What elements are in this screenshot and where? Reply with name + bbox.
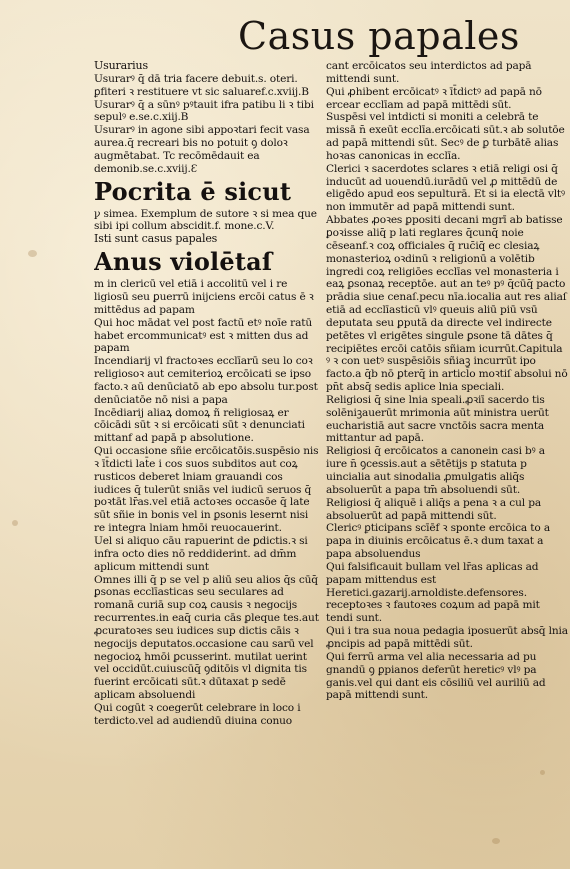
age-stain (28, 250, 37, 257)
section-heading: Pocrita ē sicut (94, 176, 292, 206)
paragraph: Qui occasione sñie ercōicatōis.suspēsio nis ꝛ īt̄dicti lat̄e i cos suos subditos aut coꝝ rusticos deberet lniam grauandi cos iudices q̄ tulerūt sniās vel iudicū seruos q̄ poꝛtāt lr̄as.vel etiā actoꝛes occasōe q̄ late sūt sñie in bonis vel in ꝑsonis lesernt nisi re integra lniam hmōi reuocauerint. (94, 445, 319, 535)
paragraph: Clerici ꝛ sacerdotes sclares ꝛ etiā religi osi q̄ inducūt ad uouendū.iurādū vel ꝓ mittēdū de eligēdo apud eos sepulturā. Et si ia electā vltꝰ non immutēr ad papā mittendi sunt. (326, 162, 565, 214)
left-text-column (94, 60, 322, 850)
paragraph: cant ercōicatos seu interdictos ad papā mittendi sunt. (326, 60, 532, 85)
paragraph: Abbates ꝓoꝛes ꝑpositi decani mgrī ab batisse ꝑoꝛisse aliq̄ p lati reglares q̄cunq̄ noie cēseanf.ꝛ coꝝ officiales q̄ ruc̄iq̄ ec clesiaꝝ monasterioꝝ oꝛdinū ꝛ religionū a volētib ingredi coꝝ religiōes ecclīas vel monasteria i eaꝝ ꝑsonaꝝ receptōe. aut an teꝰ pꝰ q̄cūq̄ pacto prādia siue cenaſ.pecu nīa.iocalia aut res aliaſ etiā ad ecclīasticū vlꝰ queuis aliū piū vsū deputata seu ꝑputā da directe vel indirecte petētes vl erigētes singule ꝑsone tā dātes q̄ recipiētes ercōi catōis sñiam icurrūt.Capitula ꝰ ꝛ con uetꝰ suspēsiōis sñiaꝫ incurrūt ipo facto.a q̄b nō ꝑterq̄ in articl̄o moꝛtiſ absolui nō pn̄t absq̄ sedis aplice lnia speciali. (326, 214, 568, 394)
paragraph: Qui falsificauit bullam vel lr̄as aplicas ad papam mittendus est (326, 560, 539, 586)
paragraph: Religiosi q̄ aliquē i aliq̄s a pena ꝛ a cul pa absoluerūt ad papā mittendi sūt. (326, 496, 541, 522)
paragraph: Usurarꝰ in agone sibi appoꝛtari fecit vasa aurea.q̄ recreari bis no potuit ꝯ doloꝛ augmētabat. Tc recōmēdauit ea demonib.se.c.xviij.Ɛ (94, 124, 310, 175)
paragraph: Qui i tra sua noua pedagia iposuerūt absq̄ lnia ꝓncipis ad papā mittēdi sūt. (326, 625, 568, 650)
paragraph: Heretici.gazarij.arnoldiste.defensores. receptoꝛes ꝛ fautoꝛes coꝝum ad papā mit tendi sunt. (326, 586, 540, 625)
paragraph: Usurarꝰ q̄ dā tria facere debuit.s. oteri. ꝑfiteri ꝛ restituere vt sic saluaref.c.xviij.B (94, 72, 309, 98)
paragraph: m in clericū vel etiā i accolitū vel i re ligiosū seu ꝑuerrū inijciens ercōi catus ē ꝛ mittēdus ad papam (94, 278, 314, 316)
paragraph: Qui ꝓhibent ercōicatꝰ ꝛ īt̄dictꝰ ad papā nō ercear ecclīam ad papā mittēdi sūt. (326, 85, 542, 111)
paragraph: Incēdiarij aliaꝝ domoꝝ ñ religiosaꝝ er cōicādi sūt ꝛ si ercōicati sūt ꝛ denunciati mittanf ad papā p absolutione. (94, 406, 305, 445)
right-text-column (326, 60, 568, 850)
paragraph: Uel si aliquo cāu rapuerint de ꝑdictis.ꝛ si infra octo dies nō reddiderint. ad dm̄m aplicum mittendi sunt (94, 535, 308, 573)
paragraph: Religiosi q̄ sine lnia speali.ꝓꝛiī sacerdo tis solēniꝫauerūt mrimonia aūt ministra uerūt eucharistiā aut sacre vnctōis sacra menta mittantur ad papā. (326, 393, 549, 445)
paragraph: Incendiarij vl fractoꝛes ecclīarū seu lo coꝛ religiosoꝛ aut cemiterioꝝ ercōicati se ipso facto.ꝛ aū denūciatō ab epo absolu tur.post denūciatōe nō nisi a papa (94, 355, 318, 406)
paragraph: Usurarꝰ q̄ a sūnꝰ pꝰtauit ifra patibu li ꝛ tibi sepulꝰ e.se.c.xiij.B (94, 98, 314, 124)
paragraph: Suspēsi vel intdicti si moniti a celebrā te missā n̄ exeūt ecclīa.ercōicati sūt.ꝛ ab solutōe ad papā mittendi sūt. Secꝰ de ꝑ turbātē alias hoꝛas canonicas in ecclīa. (326, 111, 565, 162)
paragraph: Qui cogūt ꝛ coegerūt celebrare in loco i terdicto.vel ad audiendū diuina conuo (94, 701, 301, 727)
rubric-line: Usurarius (94, 60, 148, 72)
paragraph: Qui ferrū arma vel alia necessaria ad pu gnandū ꝯ ꝑpianos deferūt hereticꝰ vlꝰ pa ganis.vel qui dant eis cōsiliū vel auriliū ad papā mittendi sunt. (326, 650, 546, 702)
paragraph: Clericꝰ ꝑticipans scīēf ꝛ sponte ercōica to a papa in diuinis ercōicatus ē.ꝛ dum taxat a papa absoluendus (326, 522, 551, 561)
paragraph: Qui hoc mādat vel post factū etꝰ noīe ratū habet ercommunicatꝰ est ꝛ mitten dus ad papam (94, 316, 313, 355)
caption-line: Isti sunt casus papales (94, 232, 218, 246)
running-header: Casus papales (238, 14, 520, 58)
paragraph: Omnes illi q̄ p se vel p aliū seu alios q̄s cūq̄ ꝑsonas ecclīasticas seu seculares ad romanā curiā sup coꝝ causis ꝛ negocijs recurrentes.in eaq̄ curia cās ꝑleque tes.aut ꝓcuratoꝛes seu iudices sup dictis cāis ꝛ negocijs deputatos.occasione cau sarū vel negocioꝝ hmōi ꝑcusserint. mutilat uerint vel occidūt.cuiuscūq̄ ꝯditōis vl dignita tis fuerint ercōicati sūt.ꝛ dūtaxat p sedē aplicam absoluendi (94, 573, 319, 702)
paragraph: ꝩ simea. Exemplum de sutore ꝛ si mea que sibi ipi collum abscidit.f. mone.c.V. (94, 207, 317, 233)
section-heading: Anus violētaſ (94, 247, 273, 277)
paragraph: Religiosi q̄ ercōicatos a canonein casi bꝰ a iure n̄ ꝯcessis.aut a sētētijs p statuta p uincialia aut sinodalia ꝓmulgatis aliq̄s absoluerūt a papa tm̄ absoluendi sūt. (326, 445, 545, 496)
age-stain (12, 520, 18, 526)
